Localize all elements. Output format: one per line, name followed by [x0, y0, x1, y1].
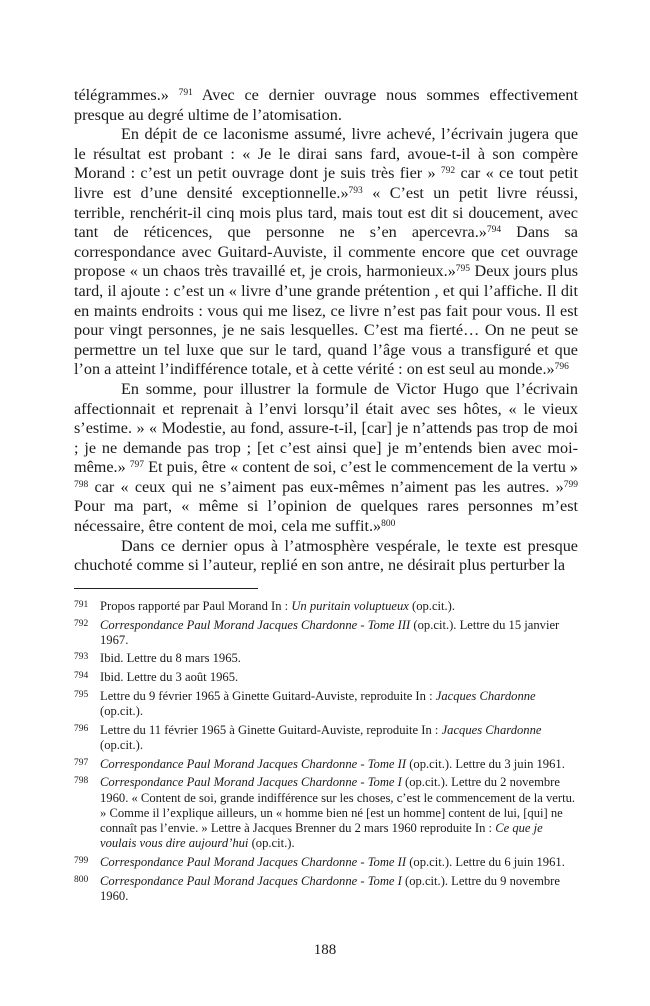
text-run: (op.cit.). Lettre du 2 novembre 1960. « Content de soi, grande indifférence sur les choses, c’est le commencement de la vertu. » Comme il l’explique ailleurs, un « homme bien né [est un homme] content de lui, [qui] ne connaît pas l’envie. » Lettre à Jacques Brenner du 2 mars 1960 reproduite In :	[100, 775, 576, 835]
italic-title: Correspondance Paul Morand Jacques Chardonne - Tome II	[100, 854, 407, 869]
footnote-ref: 799	[563, 479, 578, 490]
text-run: En dépit de ce laconisme assumé, livre achevé, l’écrivain jugera que le résultat est probant : « Je le dirai sans fard, avoue-t-il à son compère Morand : c’est un petit ouvrage dont je suis très fier »	[74, 125, 578, 183]
footnote-number: 794	[74, 671, 89, 682]
text-run: car « ceux qui ne s’aiment pas eux-mêmes n’aiment pas les autres. »	[88, 477, 564, 496]
text-run: (op.cit.).	[100, 737, 144, 752]
footnote-ref: 792	[440, 166, 456, 177]
text-run: Dans ce dernier opus à l’atmosphère vespérale, le texte est presque chuchoté comme si l’auteur, replié en son antre, ne désirait plus perturber la	[74, 536, 578, 575]
text-run: (op.cit.).	[248, 836, 295, 851]
text-run: (op.cit.).	[408, 598, 456, 613]
text-run: Avec ce dernier ouvrage nous sommes effectivement presque au degré ultime de l’atomisation.	[74, 86, 578, 124]
footnote-number: 797	[74, 757, 89, 768]
italic-title: Correspondance Paul Morand Jacques Chardonne - Tome I	[100, 775, 402, 790]
footnote-number: 798	[74, 776, 89, 787]
footnote-ref: 798	[74, 479, 89, 490]
text-run: Et puis, être « content de soi, c’est le commencement de la vertu »	[144, 458, 578, 477]
paragraph	[74, 86, 578, 125]
footnote-text	[100, 874, 578, 904]
footnote-text	[100, 723, 578, 753]
text-run: (op.cit.). Lettre du 6 juin 1961.	[406, 854, 565, 869]
footnote-text	[100, 651, 578, 666]
footnote-text	[100, 757, 578, 772]
body-text	[74, 86, 578, 576]
page-number: 188	[313, 942, 337, 958]
text-run: Pour ma part, « même si l’opinion de quelques rares personnes m’est nécessaire, être content de moi, cela me suffit.»	[74, 497, 578, 536]
italic-title: Correspondance Paul Morand Jacques Chardonne - Tome I	[100, 873, 402, 888]
paragraph	[74, 537, 578, 576]
footnote-number: 799	[74, 855, 89, 866]
footnote-text	[100, 599, 578, 614]
text-run: Ibid. Lettre du 3 août 1965.	[100, 670, 239, 685]
footnote-text	[100, 775, 578, 851]
footnote-number: 795	[74, 689, 89, 700]
footnote	[74, 670, 578, 685]
footnote-text	[100, 670, 578, 685]
text-run: Ibid. Lettre du 8 mars 1965.	[100, 651, 241, 666]
text-run: En somme, pour illustrer la formule de Victor Hugo que l’écrivain affectionnait et reprenait à l’envi lorsqu’il était avec ses hôtes, « le vieux s’estime. » « Modestie, au fond, assure-t-il, [car] je n’attends pas trop de moi ; je ne demande pas trop ; [et c’est ainsi que] je m’entends bien avec moi-même.»	[74, 379, 578, 477]
text-run: Deux jours plus tard, il ajoute : c’est un « livre d’une grande prétention , et qui l’affiche. Il dit en maints endroits : vous qui me lisez, ce livre n’est pas fait pour vous. Il est pour vingt personnes, je ne sais lesquelles. C’est ma fierté… On ne peut se permettre un tel luxe que sur le tard, quand l’âge vous a transfiguré et que l’on a atteint l’indifférence totale, et à cette vérité : on est seul au monde.»	[74, 262, 579, 379]
text-run: Lettre du 11 février 1965 à Ginette Guitard-Auviste, reproduite In :	[100, 722, 442, 737]
footnote-ref: 794	[486, 225, 502, 236]
text-run: (op.cit.).	[100, 704, 144, 719]
footnote-number: 796	[74, 723, 89, 734]
footnote-ref: 791	[178, 88, 193, 98]
footnote-text	[100, 855, 578, 870]
italic-title: Jacques Chardonne	[441, 722, 542, 737]
text-run: car « ce tout petit livre est d’une densité exceptionnelle.»	[74, 164, 578, 202]
footnote	[74, 618, 578, 648]
italic-title: Ce que je voulais vous dire aujourd’hui	[100, 820, 543, 851]
footnote-number: 793	[74, 652, 89, 663]
footnote	[74, 855, 578, 870]
footnote	[74, 651, 578, 666]
footnote-ref: 795	[455, 264, 471, 275]
text-run: télégrammes.»	[74, 86, 179, 104]
text-run: « C’est un petit livre réussi, terrible, renchérit-il cinq mois plus tard, mais tout est dit si doucement, avec tant de réticences, que personne ne s’en apercevra.»	[74, 183, 578, 242]
paragraph	[74, 380, 578, 537]
italic-title: Un puritain voluptueux	[291, 598, 409, 613]
footnote-ref: 797	[129, 460, 145, 471]
footnote-ref: 793	[348, 185, 363, 196]
text-run: Lettre du 9 février 1965 à Ginette Guitard-Auviste, reproduite In :	[100, 688, 436, 703]
footnote	[74, 757, 578, 772]
footnote-separator	[74, 588, 258, 589]
footnote-ref: 800	[381, 519, 396, 530]
footnote-number: 792	[74, 618, 89, 629]
footnote	[74, 723, 578, 753]
text-run: (op.cit.). Lettre du 15 janvier 1967.	[100, 617, 560, 647]
footnote	[74, 689, 578, 719]
text-run: (op.cit.). Lettre du 3 juin 1961.	[406, 756, 565, 771]
italic-title: Correspondance Paul Morand Jacques Chardonne - Tome II	[100, 756, 407, 771]
footnote-text	[100, 689, 578, 719]
footnote	[74, 874, 578, 904]
text-run: (op.cit.). Lettre du 9 novembre 1960.	[100, 873, 560, 903]
footnote-number: 800	[74, 874, 89, 885]
footnote	[74, 775, 578, 851]
footnote-ref: 796	[554, 362, 569, 373]
footnotes	[74, 599, 578, 904]
italic-title: Correspondance Paul Morand Jacques Chardonne - Tome III	[100, 617, 411, 632]
footnote	[74, 599, 578, 614]
footnote-text	[100, 618, 578, 648]
page-content	[74, 86, 578, 908]
italic-title: Jacques Chardonne	[435, 688, 536, 703]
text-run: Dans sa correspondance avec Guitard-Auviste, il commente encore que cet ouvrage propose « un chaos très travaillé et, je crois, harmonieux.»	[74, 223, 578, 281]
footnote-number: 791	[74, 599, 89, 610]
text-run: Propos rapporté par Paul Morand In :	[100, 598, 292, 613]
paragraph	[74, 125, 578, 380]
